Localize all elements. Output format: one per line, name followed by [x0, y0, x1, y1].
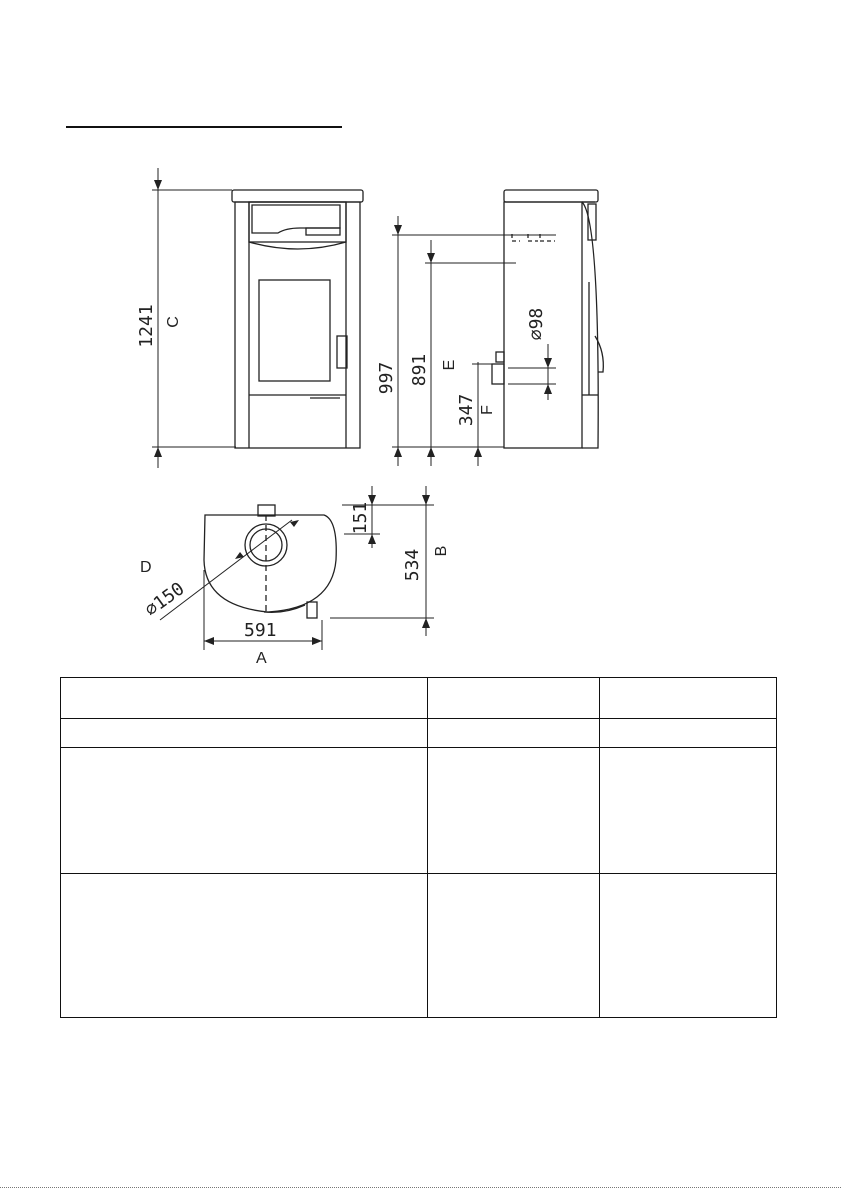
depth-value: 534: [402, 548, 423, 582]
table-cell: [428, 874, 600, 1018]
table-cell: [61, 678, 428, 719]
flue-diameter-value: ∅150: [141, 578, 189, 621]
label-c: C: [165, 316, 182, 328]
table-cell: [600, 678, 777, 719]
flue-height-value: 997: [376, 361, 397, 395]
page-bottom-border: [0, 1187, 841, 1188]
table-cell: [61, 748, 428, 874]
table-cell: [61, 874, 428, 1018]
table-row: [61, 874, 777, 1018]
label-d: D: [140, 559, 152, 576]
top-view: [204, 505, 336, 618]
width-value: 591: [244, 620, 277, 641]
table-row: [61, 748, 777, 874]
total-height-value: 1241: [136, 304, 157, 348]
label-f: F: [479, 405, 496, 415]
table-cell: [61, 719, 428, 748]
table-row: [61, 678, 777, 719]
table-cell: [428, 719, 600, 748]
side-view: [492, 190, 603, 448]
air-diameter-value: ∅98: [526, 307, 547, 341]
table-cell: [428, 678, 600, 719]
label-e: E: [441, 359, 458, 371]
label-b: B: [433, 545, 450, 557]
label-a: A: [256, 650, 267, 667]
table-cell: [600, 748, 777, 874]
table-cell: [600, 874, 777, 1018]
connector-height-value: 347: [456, 393, 477, 427]
table-row: [61, 719, 777, 748]
outlet-depth-value: 151: [350, 501, 371, 535]
table-cell: [428, 748, 600, 874]
air-inlet-height-value: 891: [409, 353, 430, 387]
dimension-texts: [136, 304, 547, 667]
front-view: [232, 190, 363, 448]
specification-table: [60, 677, 777, 1018]
table-cell: [600, 719, 777, 748]
